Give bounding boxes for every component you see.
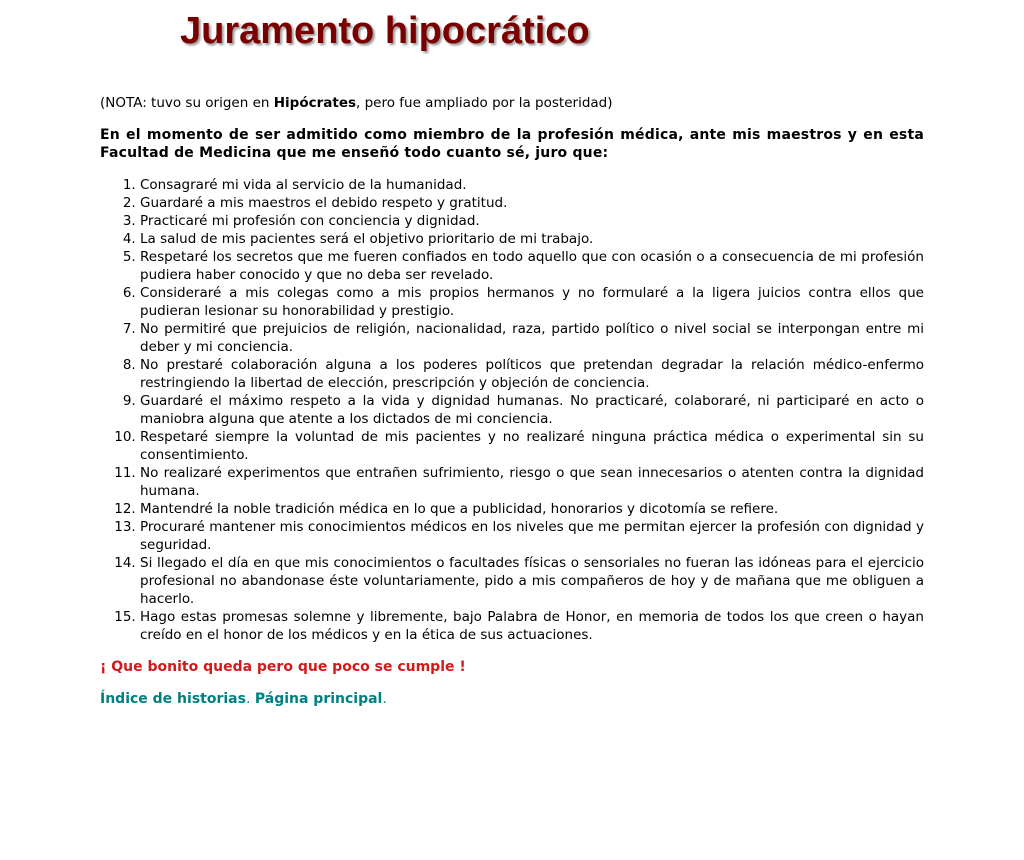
home-link[interactable]: Página principal <box>254 691 383 707</box>
link-end: . <box>382 691 387 707</box>
footer-links <box>100 690 924 708</box>
page-title: Juramento hipocrático <box>180 10 590 52</box>
index-link[interactable]: Índice de historias <box>100 691 246 707</box>
oath-item: 9. Guardaré el máximo respeto a la vida y dignidad humanas. No practicaré, colaboraré, ni participaré en acto o maniobra alguna que atente a los dictados de mi conciencia. <box>140 392 924 428</box>
main-content <box>100 94 924 708</box>
oath-item: 14. Si llegado el día en que mis conocimientos o facultades físicas o sensoriales no fueran las idóneas para el ejercicio profesional no abandonase éste voluntariamente, pido a mis compañeros de hoy y de mañana que me obliguen a hacerlo. <box>140 554 924 608</box>
oath-item: 3. Practicaré mi profesión con conciencia y dignidad. <box>140 212 924 230</box>
oath-item: 15. Hago estas promesas solemne y libremente, bajo Palabra de Honor, en memoria de todos los que creen o hayan creído en el honor de los médicos y en la ética de sus actuaciones. <box>140 608 924 644</box>
oath-item: 12. Mantendré la noble tradición médica en lo que a publicidad, honorarios y dicotomía se refiere. <box>140 500 924 518</box>
oath-item: 4. La salud de mis pacientes será el objetivo prioritario de mi trabajo. <box>140 230 924 248</box>
closing-remark: ¡ Que bonito queda pero que poco se cumple ! <box>100 659 466 675</box>
oath-item: 11. No realizaré experimentos que entrañen sufrimiento, riesgo o que sean innecesarios o atenten contra la dignidad humana. <box>140 464 924 500</box>
oath-item: 6. Consideraré a mis colegas como a mis propios hermanos y no formularé a la ligera juicios contra ellos que pudieran lesionar su honorabilidad y prestigio. <box>140 284 924 320</box>
oath-item: 10. Respetaré siempre la voluntad de mis pacientes y no realizaré ninguna práctica médica o experimental sin su consentimiento. <box>140 428 924 464</box>
oath-item: 2. Guardaré a mis maestros el debido respeto y gratitud. <box>140 194 924 212</box>
oath-item: 5. Respetaré los secretos que me fueren confiados en todo aquello que con ocasión o a consecuencia de mi profesión pudiera haber conocido y que no deba ser revelado. <box>140 248 924 284</box>
origin-note-prefix: (NOTA: tuvo su origen en <box>100 95 274 111</box>
origin-note-suffix: , pero fue ampliado por la posteridad) <box>356 95 613 111</box>
origin-note <box>100 94 924 112</box>
origin-note-name: Hipócrates <box>273 95 357 111</box>
oath-list <box>100 176 924 644</box>
link-separator: . <box>245 691 255 707</box>
oath-intro: En el momento de ser admitido como miembro de la profesión médica, ante mis maestros y en esta Facultad de Medicina que me enseñó todo cuanto sé, juro que: <box>100 127 924 161</box>
oath-item: 1. Consagraré mi vida al servicio de la humanidad. <box>140 176 924 194</box>
oath-item: 7. No permitiré que prejuicios de religión, nacionalidad, raza, partido político o nivel social se interpongan entre mi deber y mi conciencia. <box>140 320 924 356</box>
oath-item: 13. Procuraré mantener mis conocimientos médicos en los niveles que me permitan ejercer la profesión con dignidad y seguridad. <box>140 518 924 554</box>
oath-item: 8. No prestaré colaboración alguna a los poderes políticos que pretendan degradar la relación médico-enfermo restringiendo la libertad de elección, prescripción y objeción de conciencia. <box>140 356 924 392</box>
